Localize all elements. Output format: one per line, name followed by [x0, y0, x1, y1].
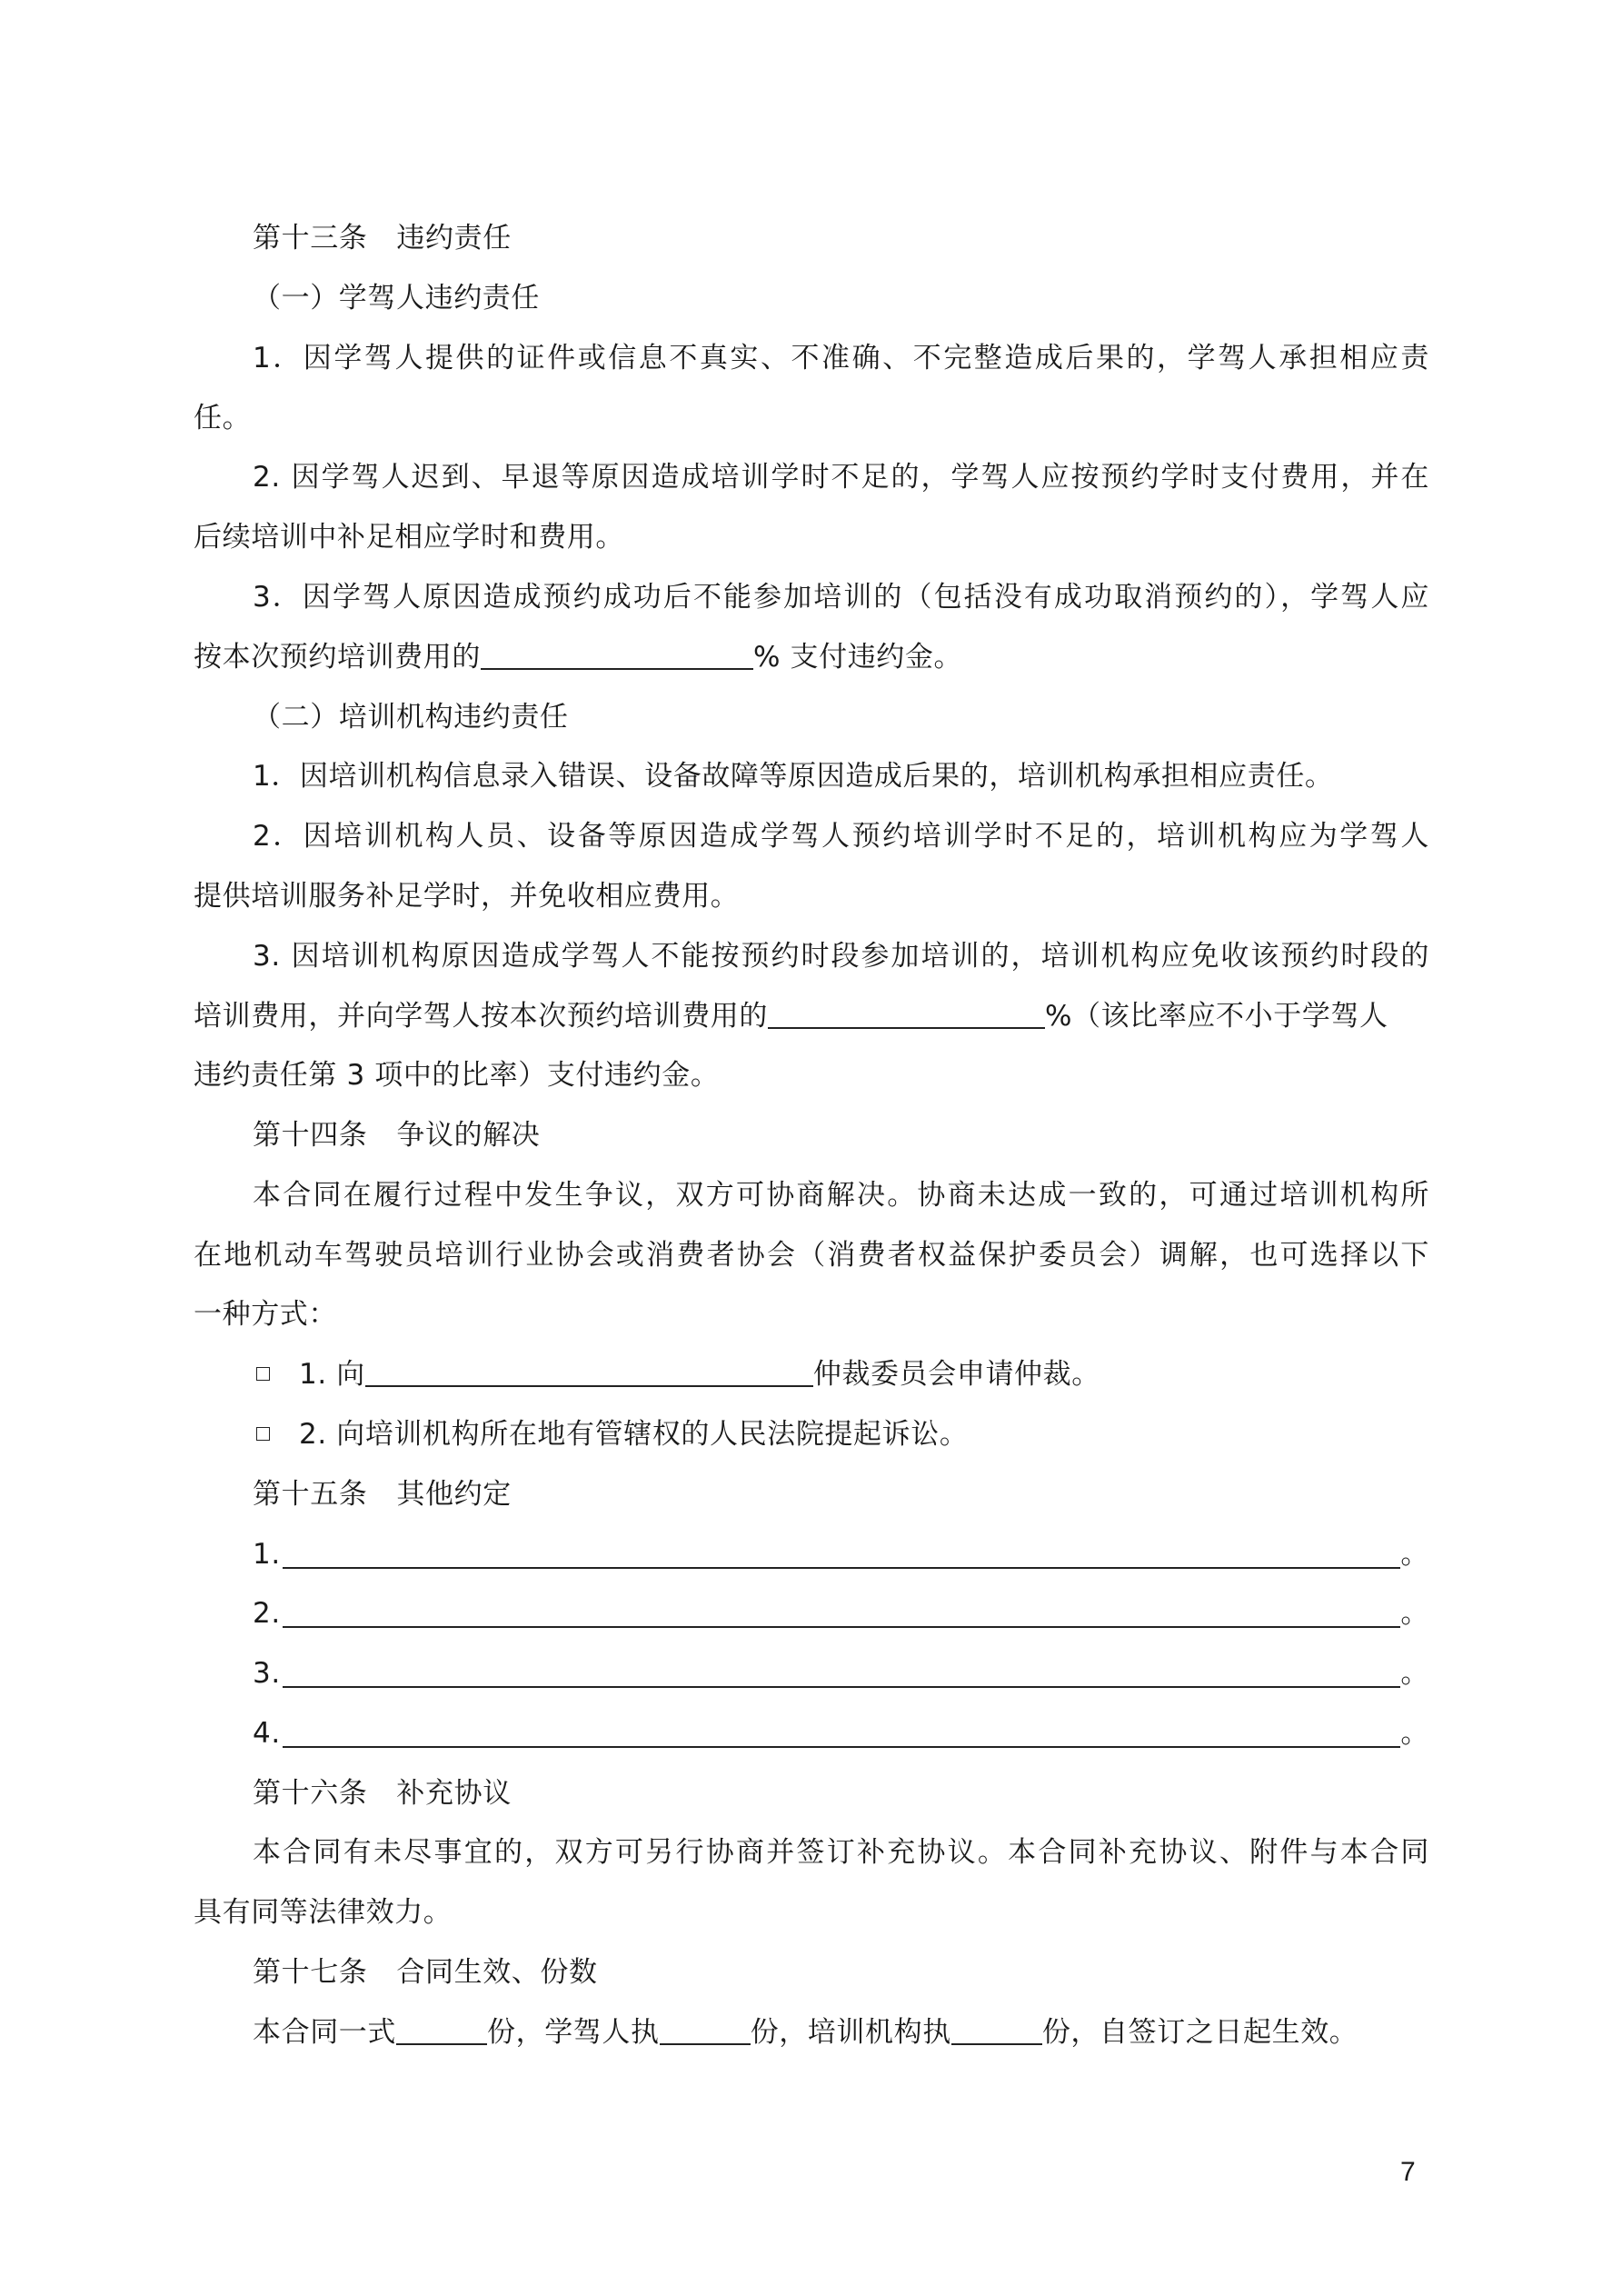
article-16-para-line-2: 具有同等法律效力。: [194, 1896, 453, 1929]
clause-1-3-line-2: [194, 637, 1429, 677]
article-13-title: 违约责任: [396, 222, 512, 255]
dispute-option-litigation: [253, 1414, 1429, 1454]
clause-2-3-line-2: [194, 996, 1429, 1036]
clause-1-3-line-1: 3．因学驾人原因造成预约成功后不能参加培训的（包括没有成功取消预约的），学驾人应: [253, 581, 1429, 614]
dispute-option-arbitration: [253, 1354, 1429, 1394]
clause-2-3-text-before: 培训费用，并向学驾人按本次预约培训费用的: [194, 1000, 768, 1033]
clause-1-1-line-1: 1．因学驾人提供的证件或信息不真实、不准确、不完整造成后果的，学驾人承担相应责: [253, 342, 1429, 374]
other-agreement-number: 3.: [253, 1657, 281, 1690]
other-agreement-number: 4.: [253, 1717, 281, 1750]
article-16-heading: [253, 1773, 1429, 1813]
article-14-heading: [253, 1115, 1429, 1155]
clause-1-1-line-2: 任。: [194, 402, 252, 434]
end-mark: 。: [1400, 1538, 1429, 1571]
other-agreement-item: [253, 1593, 1429, 1633]
page-number: 7: [1400, 2157, 1416, 2187]
clause-1-2-line-1: 2. 因学驾人迟到、早退等原因造成培训学时不足的，学驾人应按预约学时支付费用，并在: [253, 461, 1429, 494]
article-16-para-line-1: 本合同有未尽事宜的，双方可另行协商并签订补充协议。本合同补充协议、附件与本合同: [253, 1836, 1429, 1869]
other-agreement-number: 2.: [253, 1597, 281, 1630]
total-copies-blank-field[interactable]: [396, 2016, 487, 2045]
option-1-text-after: 仲裁委员会申请仲裁。: [812, 1358, 1100, 1391]
learner-copies-blank-field[interactable]: [660, 2016, 751, 2045]
article-17-number: 第十七条: [253, 1956, 368, 1989]
clause-2-3-line-1: 3. 因培训机构原因造成学驾人不能按预约时段参加培训的，培训机构应免收该预约时段的: [253, 940, 1429, 973]
copies-text-a: 本合同一式: [253, 2016, 396, 2049]
article-15-heading: [253, 1474, 1429, 1514]
article-16-title: 补充协议: [396, 1777, 512, 1810]
other-agreement-item: [253, 1653, 1429, 1693]
clause-2-2-line-1: 2．因培训机构人员、设备等原因造成学驾人预约培训学时不足的，培训机构应为学驾人: [253, 820, 1429, 853]
end-mark: 。: [1400, 1657, 1429, 1690]
clause-2-3-text-after: %（该比率应不小于学驾人: [1045, 1000, 1388, 1033]
clause-2-1-line-1: 1．因培训机构信息录入错误、设备故障等原因造成后果的，培训机构承担相应责任。: [253, 760, 1334, 793]
article-15-number: 第十五条: [253, 1478, 368, 1511]
other-agreement-blank-field-4[interactable]: [283, 1719, 1401, 1748]
article-17-title: 合同生效、份数: [396, 1956, 598, 1989]
end-mark: 。: [1400, 1597, 1429, 1630]
copies-text-b: 份，学驾人执: [487, 2016, 660, 2049]
clause-2-3-line-3: 违约责任第 3 项中的比率）支付违约金。: [194, 1059, 720, 1092]
section-2-heading: （二）培训机构违约责任: [253, 701, 569, 734]
article-14-para-line-3: 一种方式：: [194, 1298, 337, 1331]
section-1-heading: （一）学驾人违约责任: [253, 282, 540, 314]
other-agreement-number: 1.: [253, 1538, 281, 1571]
article-14-para-line-1: 本合同在履行过程中发生争议，双方可协商解决。协商未达成一致的，可通过培训机构所: [253, 1179, 1429, 1212]
litigation-checkbox[interactable]: [256, 1427, 270, 1441]
copies-text-d: 份，自签订之日起生效。: [1041, 2016, 1358, 2049]
copies-text-c: 份，培训机构执: [750, 2016, 951, 2049]
article-15-title: 其他约定: [396, 1478, 512, 1511]
institution-penalty-rate-blank-field[interactable]: [768, 1000, 1045, 1029]
institution-copies-blank-field[interactable]: [951, 2016, 1042, 2045]
other-agreement-blank-field-2[interactable]: [283, 1599, 1401, 1628]
article-17-heading: [253, 1952, 1429, 1992]
article-13-number: 第十三条: [253, 222, 368, 255]
other-agreement-blank-field-1[interactable]: [283, 1540, 1401, 1569]
arbitration-checkbox[interactable]: [256, 1367, 270, 1381]
option-1-text-before: 1. 向: [299, 1358, 365, 1391]
other-agreement-blank-field-3[interactable]: [283, 1659, 1401, 1688]
article-14-number: 第十四条: [253, 1119, 368, 1152]
clause-1-3-text-after: % 支付违约金。: [753, 641, 963, 674]
end-mark: 。: [1400, 1717, 1429, 1750]
penalty-rate-blank-field[interactable]: [481, 641, 753, 670]
other-agreement-item: [253, 1713, 1429, 1753]
article-13-heading: [253, 218, 1429, 258]
clause-1-3-text-before: 按本次预约培训费用的: [194, 641, 481, 674]
article-14-para-line-2: 在地机动车驾驶员培训行业协会或消费者协会（消费者权益保护委员会）调解，也可选择以下: [194, 1239, 1429, 1272]
clause-2-2-line-2: 提供培训服务补足学时，并免收相应费用。: [194, 880, 740, 913]
other-agreement-item: [253, 1534, 1429, 1574]
clause-1-2-line-2: 后续培训中补足相应学时和费用。: [194, 521, 624, 554]
article-16-number: 第十六条: [253, 1777, 368, 1810]
option-2-text: 2. 向培训机构所在地有管辖权的人民法院提起诉讼。: [299, 1418, 969, 1451]
arbitration-committee-blank-field[interactable]: [365, 1358, 813, 1387]
article-17-para: [253, 2012, 1429, 2052]
article-14-title: 争议的解决: [396, 1119, 541, 1152]
